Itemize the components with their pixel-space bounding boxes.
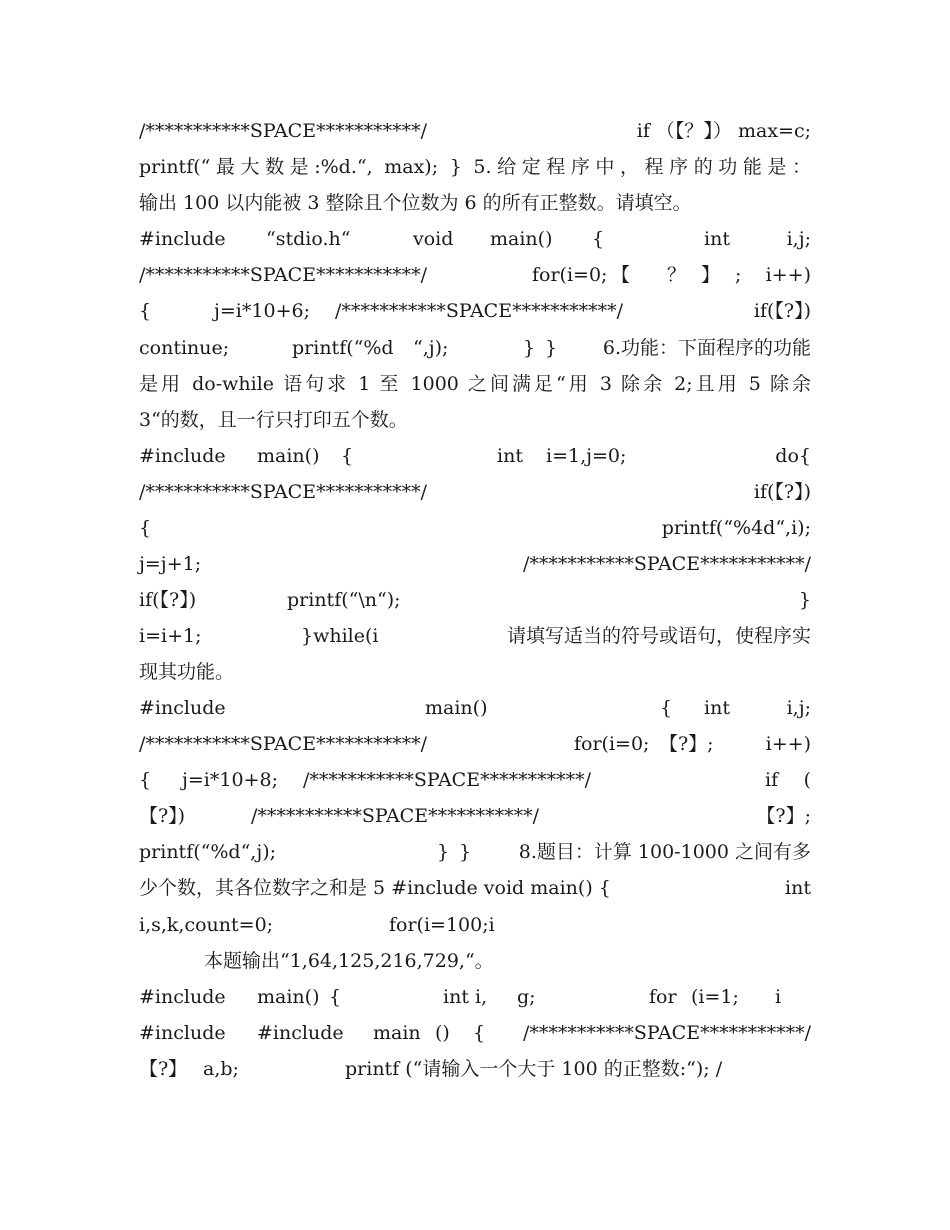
line-segment: a,b;: [203, 1058, 239, 1080]
line-segment: (: [803, 769, 811, 791]
line-segment: 少个数，其各位数字之和是 5 #include void main() {: [139, 877, 611, 899]
line-segment: i=i+1;: [139, 625, 202, 647]
line-segment: int: [704, 697, 730, 719]
line-segment: for(i=0;: [532, 264, 608, 286]
text-line: [139, 510, 811, 546]
line-segment: for: [649, 986, 677, 1008]
line-segment: #include: [139, 228, 226, 250]
line-segment: /***********SPACE***********/: [335, 300, 623, 322]
line-segment: 【?】;: [756, 805, 811, 827]
line-segment: if(【?】): [753, 300, 811, 322]
line-segment: printf (“请输入一个大于 100 的正整数:“); /: [345, 1058, 723, 1080]
line-segment: for(i=0;: [574, 733, 650, 755]
text-line: [139, 726, 811, 762]
line-segment: if （【？】） max=c;: [636, 120, 811, 142]
line-segment: }while(i: [301, 625, 379, 647]
line-segment: printf(“\n“);: [287, 589, 401, 611]
line-segment: i: [775, 986, 782, 1008]
line-segment: main(): [257, 986, 320, 1008]
line-segment: printf(“%d“,j);: [139, 841, 277, 863]
line-segment: {: [341, 445, 354, 467]
line-segment: #include: [139, 1022, 226, 1044]
line-segment: 请填写适当的符号或语句，使程序实: [506, 625, 811, 647]
text-line: [139, 221, 811, 257]
line-segment: if(【?】): [139, 589, 197, 611]
line-text: 3“的数，且一行只打印五个数。: [139, 409, 408, 431]
line-segment: ？: [667, 264, 687, 286]
line-segment: {: [592, 228, 605, 250]
line-segment: main(): [490, 228, 553, 250]
line-segment: }: [437, 841, 450, 863]
line-segment: #include: [139, 445, 226, 467]
text-line: [139, 185, 811, 221]
line-segment: /***********SPACE***********/: [303, 769, 591, 791]
line-segment: #include: [257, 1022, 344, 1044]
line-segment: for(i=100;i: [389, 914, 495, 936]
line-segment: }: [545, 337, 558, 359]
line-segment: #include: [139, 697, 226, 719]
line-segment: int: [704, 228, 730, 250]
line-segment: j=i*10+8;: [182, 769, 278, 791]
line-segment: i++): [765, 264, 811, 286]
line-segment: /***********SPACE***********/: [139, 264, 427, 286]
text-line: [139, 943, 811, 979]
line-segment: }: [459, 841, 472, 863]
text-line: [139, 834, 811, 870]
line-segment: printf(“%d: [292, 337, 394, 359]
line-segment: j=i*10+6;: [214, 300, 310, 322]
line-segment: 】: [701, 264, 721, 286]
line-segment: i,j;: [786, 697, 811, 719]
line-segment: /***********SPACE***********/: [139, 120, 427, 142]
line-segment: “stdio.h“: [266, 228, 351, 250]
line-segment: (i=1;: [691, 986, 739, 1008]
text-line: [139, 257, 811, 293]
text-line: [139, 1051, 811, 1087]
line-segment: {: [660, 697, 673, 719]
line-segment: do{: [775, 445, 811, 467]
line-text: 现其功能。: [139, 661, 235, 683]
text-line: [139, 546, 811, 582]
line-segment: int i,: [443, 986, 488, 1008]
line-segment: continue;: [139, 337, 230, 359]
line-segment: int: [785, 877, 811, 899]
line-text: printf(“最大数是:%d.“, max); } 5.给定程序中，程序的功能是：: [139, 156, 811, 178]
line-text: 输出 100 以内能被 3 整除且个位数为 6 的所有正整数。请填空。: [139, 192, 692, 214]
line-segment: if(【?】): [753, 481, 811, 503]
line-segment: “,j);: [413, 337, 449, 359]
line-segment: void: [413, 228, 454, 250]
line-segment: main(): [257, 445, 320, 467]
line-segment: }: [523, 337, 536, 359]
line-segment: {: [329, 986, 342, 1008]
text-line: [139, 113, 811, 149]
text-line: [139, 330, 811, 366]
line-segment: 【: [611, 264, 631, 286]
line-text: 是用 do-while 语句求 1 至 1000 之间满足“用 3 除余 2;且用 5 除余: [139, 373, 811, 395]
line-segment: i,s,k,count=0;: [139, 914, 274, 936]
line-segment: g;: [517, 986, 536, 1008]
line-segment: 【?】: [139, 1058, 188, 1080]
text-line: [139, 798, 811, 834]
line-segment: /***********SPACE***********/: [139, 481, 427, 503]
text-line: [139, 293, 811, 329]
text-line: [139, 870, 811, 906]
text-line: [139, 438, 811, 474]
line-segment: /***********SPACE***********/: [139, 733, 427, 755]
line-segment: 【?】): [139, 805, 186, 827]
line-segment: 8.题目：计算 100-1000 之间有多: [518, 841, 811, 863]
line-segment: {: [473, 1022, 486, 1044]
line-segment: 【?】;: [659, 733, 714, 755]
line-segment: main(): [425, 697, 488, 719]
line-segment: {: [139, 769, 152, 791]
line-segment: #include: [139, 986, 226, 1008]
text-line: [139, 474, 811, 510]
text-line: [139, 1015, 811, 1051]
text-line: [139, 582, 811, 618]
text-line: [139, 366, 811, 402]
text-line: [139, 907, 811, 943]
line-segment: }: [798, 589, 811, 611]
line-segment: /***********SPACE***********/: [251, 805, 539, 827]
line-segment: ;: [735, 264, 742, 286]
line-segment: /***********SPACE***********/: [523, 1022, 811, 1044]
text-line: [139, 654, 811, 690]
line-segment: if: [765, 769, 779, 791]
text-line: [139, 149, 811, 185]
line-segment: i++): [765, 733, 811, 755]
line-segment: int: [497, 445, 523, 467]
line-segment: /***********SPACE***********/: [523, 553, 811, 575]
text-line: [139, 979, 811, 1015]
text-line: [139, 762, 811, 798]
line-segment: printf(“%4d“,i);: [661, 517, 811, 539]
text-line: [139, 618, 811, 654]
line-segment: (): [435, 1022, 450, 1044]
text-line: [139, 402, 811, 438]
line-segment: 6.功能：下面程序的功能: [602, 337, 811, 359]
line-segment: {: [139, 517, 152, 539]
line-segment: {: [139, 300, 152, 322]
line-segment: i=1,j=0;: [546, 445, 627, 467]
line-segment: j=j+1;: [139, 553, 202, 575]
text-line: [139, 690, 811, 726]
line-segment: main: [373, 1022, 421, 1044]
line-segment: i,j;: [786, 228, 811, 250]
line-text: 本题输出“1,64,125,216,729,“。: [204, 950, 494, 972]
